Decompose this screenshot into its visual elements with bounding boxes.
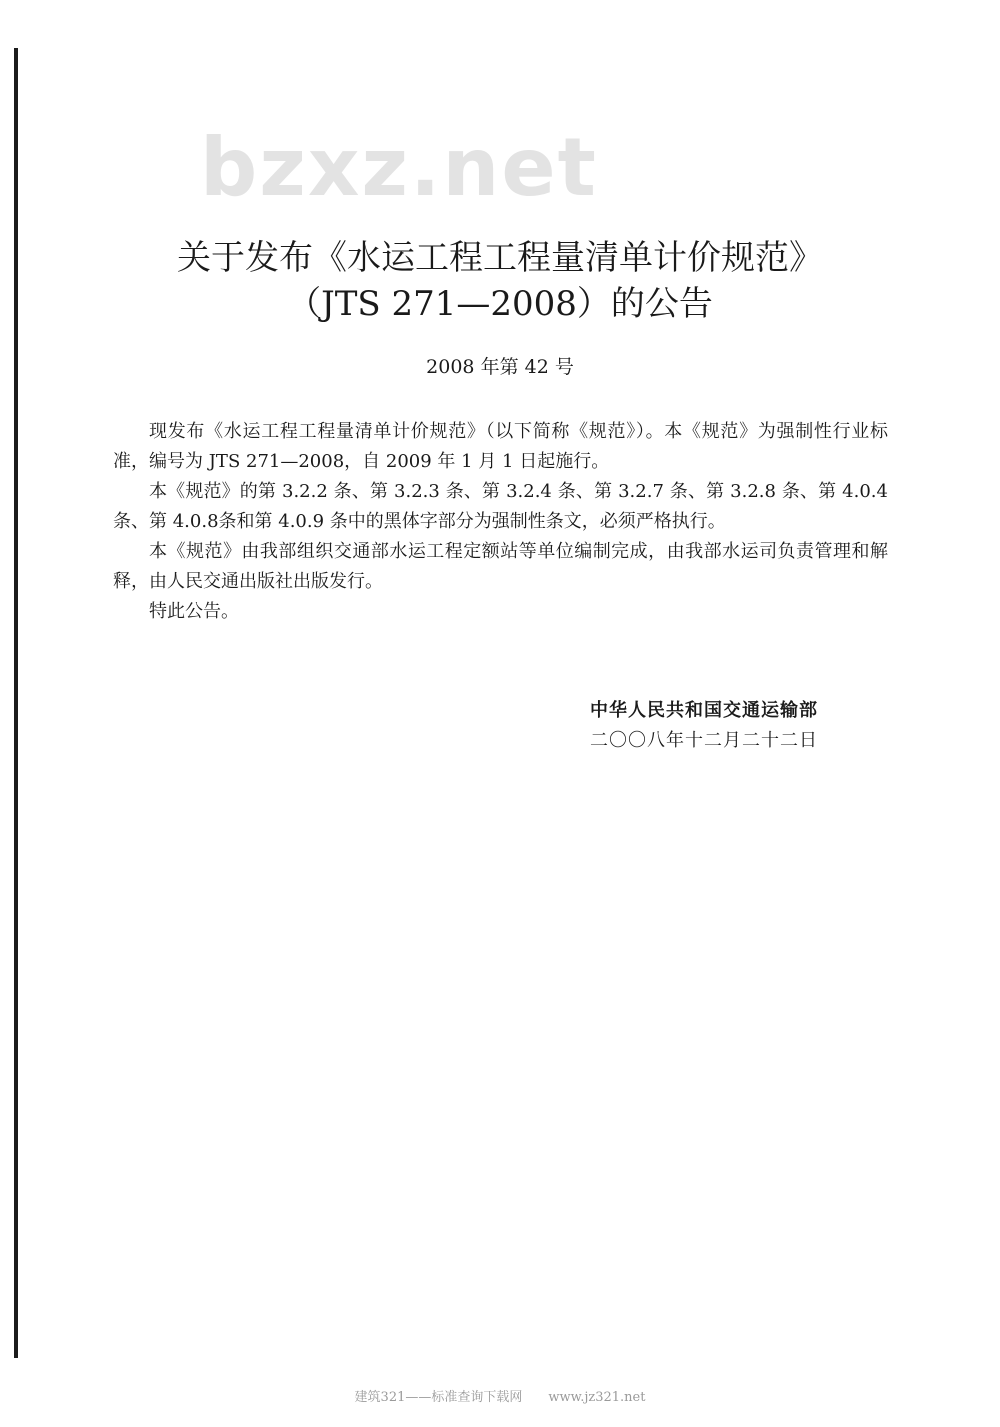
paragraph: 本《规范》由我部组织交通部水运工程定额站等单位编制完成，由我部水运司负责管理和解释，由人民交通出版社出版发行。 <box>113 541 888 592</box>
paragraph: 本《规范》的第 3.2.2 条、第 3.2.3 条、第 3.2.4 条、第 3.2.7 条、第 3.2.8 条、第 4.0.4 条、第 4.0.8条和第 4.0.9 条中的黑体字部分为强制性条文，必须严格执行。 <box>113 481 888 532</box>
signature-block <box>590 696 818 756</box>
announcement-body <box>113 417 888 627</box>
watermark: bzxz.net <box>200 121 598 214</box>
issue-date: 二〇〇八年十二月二十二日 <box>590 730 818 751</box>
issuing-organization: 中华人民共和国交通运输部 <box>590 700 818 721</box>
document-title-line-2: （JTS 271—2008）的公告 <box>287 284 713 324</box>
paragraph: 现发布《水运工程工程量清单计价规范》（以下简称《规范》）。本《规范》为强制性行业标准，编号为 JTS 271—2008，自 2009 年 1 月 1 日起施行。 <box>113 421 888 472</box>
document-title-line-1: 关于发布《水运工程工程量清单计价规范》 <box>177 238 823 278</box>
paragraph: 特此公告。 <box>149 601 239 622</box>
document-number: 2008 年第 42 号 <box>426 356 574 378</box>
footer-watermark: 建筑321——标准查询下载网 www.jz321.net <box>354 1390 646 1405</box>
